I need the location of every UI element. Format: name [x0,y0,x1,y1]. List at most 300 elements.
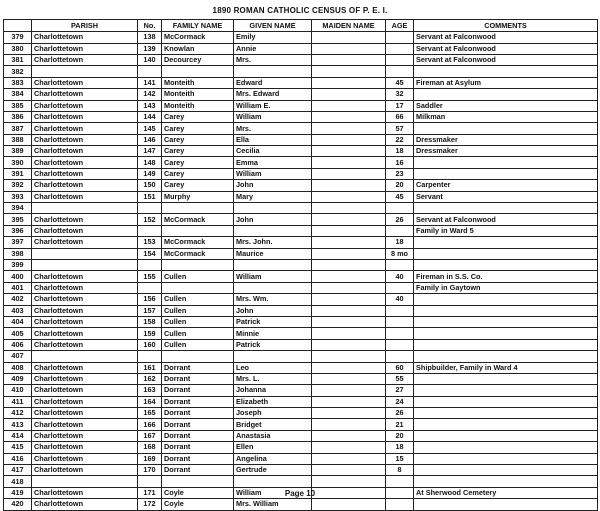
parish-cell: Charlottetown [32,373,138,384]
age-cell [386,43,414,54]
table-row [4,89,598,100]
family-name-cell: Dorrant [162,408,234,419]
family-name-cell: Coyle [162,499,234,510]
number-cell: 148 [138,157,162,168]
given-name-cell [234,225,312,236]
header-family-name: FAMILY NAME [162,20,234,32]
header-maiden-name: MAIDEN NAME [312,20,386,32]
family-name-cell [162,203,234,214]
row-number-cell: 417 [4,465,32,476]
row-number-cell: 380 [4,43,32,54]
row-number-cell: 399 [4,260,32,271]
age-cell [386,316,414,327]
family-name-cell: Cullen [162,271,234,282]
family-name-cell: Monteith [162,89,234,100]
number-cell: 162 [138,373,162,384]
given-name-cell: Elizabeth [234,396,312,407]
maiden-name-cell [312,271,386,282]
age-cell [386,54,414,65]
given-name-cell: Emma [234,157,312,168]
row-number-cell: 404 [4,316,32,327]
given-name-cell: Angelina [234,453,312,464]
comments-cell: At Sherwood Cemetery [414,487,598,498]
table-row [4,66,598,77]
comments-cell [414,260,598,271]
parish-cell: Charlottetown [32,77,138,88]
row-number-cell: 401 [4,282,32,293]
row-number-cell: 415 [4,442,32,453]
comments-cell: Saddler [414,100,598,111]
comments-cell [414,351,598,362]
age-cell: 26 [386,214,414,225]
table-row [4,362,598,373]
maiden-name-cell [312,123,386,134]
given-name-cell: William [234,271,312,282]
maiden-name-cell [312,100,386,111]
parish-cell: Charlottetown [32,408,138,419]
table-row [4,203,598,214]
family-name-cell [162,66,234,77]
age-cell: 57 [386,123,414,134]
table-row [4,54,598,65]
comments-cell [414,499,598,510]
given-name-cell: Ella [234,134,312,145]
parish-cell: Charlottetown [32,100,138,111]
table-row [4,465,598,476]
maiden-name-cell [312,43,386,54]
page-title: 1890 ROMAN CATHOLIC CENSUS OF P. E. I. [212,6,388,15]
age-cell [386,225,414,236]
parish-cell [32,248,138,259]
age-cell: 18 [386,237,414,248]
age-cell: 60 [386,362,414,373]
family-name-cell: Dorrant [162,442,234,453]
maiden-name-cell [312,168,386,179]
maiden-name-cell [312,191,386,202]
number-cell: 157 [138,305,162,316]
age-cell [386,476,414,487]
table-row [4,180,598,191]
row-number-cell: 392 [4,180,32,191]
age-cell: 20 [386,180,414,191]
number-cell: 159 [138,328,162,339]
number-cell: 172 [138,499,162,510]
given-name-cell: John [234,305,312,316]
given-name-cell: Leo [234,362,312,373]
age-cell: 20 [386,430,414,441]
age-cell: 17 [386,100,414,111]
given-name-cell: Annie [234,43,312,54]
family-name-cell: Carey [162,111,234,122]
family-name-cell: McCormack [162,237,234,248]
maiden-name-cell [312,419,386,430]
comments-cell [414,294,598,305]
table-row [4,111,598,122]
comments-cell [414,453,598,464]
comments-cell: Family in Gaytown [414,282,598,293]
parish-cell [32,260,138,271]
given-name-cell [234,203,312,214]
parish-cell: Charlottetown [32,305,138,316]
number-cell: 145 [138,123,162,134]
parish-cell: Charlottetown [32,123,138,134]
family-name-cell: Monteith [162,100,234,111]
table-row [4,146,598,157]
number-cell: 140 [138,54,162,65]
age-cell [386,339,414,350]
family-name-cell: Dorrant [162,362,234,373]
parish-cell: Charlottetown [32,54,138,65]
comments-cell: Servant at Falconwood [414,32,598,43]
number-cell [138,260,162,271]
age-cell [386,203,414,214]
comments-cell [414,408,598,419]
parish-cell: Charlottetown [32,362,138,373]
given-name-cell: Mrs. [234,54,312,65]
row-number-cell: 416 [4,453,32,464]
maiden-name-cell [312,396,386,407]
age-cell: 8 mo [386,248,414,259]
number-cell: 139 [138,43,162,54]
given-name-cell: Cecilia [234,146,312,157]
parish-cell: Charlottetown [32,32,138,43]
table-row [4,430,598,441]
table-row [4,225,598,236]
age-cell [386,499,414,510]
number-cell: 155 [138,271,162,282]
number-cell: 160 [138,339,162,350]
census-table-body [4,32,598,510]
comments-cell: Fireman in S.S. Co. [414,271,598,282]
row-number-cell: 396 [4,225,32,236]
table-row [4,32,598,43]
table-row [4,43,598,54]
family-name-cell: Dorrant [162,419,234,430]
parish-cell: Charlottetown [32,180,138,191]
given-name-cell [234,351,312,362]
table-row [4,100,598,111]
number-cell: 168 [138,442,162,453]
table-row [4,282,598,293]
row-number-cell: 400 [4,271,32,282]
row-number-cell: 397 [4,237,32,248]
age-cell: 15 [386,453,414,464]
given-name-cell: William [234,111,312,122]
number-cell: 147 [138,146,162,157]
family-name-cell: McCormack [162,214,234,225]
comments-cell [414,476,598,487]
number-cell: 164 [138,396,162,407]
family-name-cell: Decourcey [162,54,234,65]
row-number-cell: 394 [4,203,32,214]
given-name-cell: Mary [234,191,312,202]
maiden-name-cell [312,282,386,293]
comments-cell [414,442,598,453]
number-cell: 169 [138,453,162,464]
comments-cell [414,465,598,476]
family-name-cell: Cullen [162,316,234,327]
age-cell [386,351,414,362]
row-number-cell: 411 [4,396,32,407]
given-name-cell: Emily [234,32,312,43]
comments-cell [414,123,598,134]
maiden-name-cell [312,146,386,157]
number-cell [138,476,162,487]
comments-cell: Servant at Falconwood [414,43,598,54]
table-row [4,260,598,271]
comments-cell [414,328,598,339]
comments-cell [414,66,598,77]
comments-cell [414,396,598,407]
number-cell: 170 [138,465,162,476]
family-name-cell: Coyle [162,487,234,498]
given-name-cell: Mrs. William [234,499,312,510]
number-cell: 163 [138,385,162,396]
number-cell: 166 [138,419,162,430]
given-name-cell: Patrick [234,339,312,350]
maiden-name-cell [312,54,386,65]
maiden-name-cell [312,339,386,350]
number-cell: 154 [138,248,162,259]
age-cell: 21 [386,419,414,430]
family-name-cell: Dorrant [162,373,234,384]
age-cell: 16 [386,157,414,168]
table-row [4,351,598,362]
given-name-cell: Mrs. John. [234,237,312,248]
given-name-cell [234,476,312,487]
comments-cell [414,385,598,396]
row-number-cell: 388 [4,134,32,145]
given-name-cell: Edward [234,77,312,88]
header-given-name: GIVEN NAME [234,20,312,32]
maiden-name-cell [312,362,386,373]
age-cell [386,305,414,316]
row-number-cell: 403 [4,305,32,316]
parish-cell: Charlottetown [32,465,138,476]
age-cell: 26 [386,408,414,419]
given-name-cell: Anastasia [234,430,312,441]
table-row [4,237,598,248]
maiden-name-cell [312,351,386,362]
parish-cell: Charlottetown [32,328,138,339]
parish-cell [32,476,138,487]
age-cell: 18 [386,442,414,453]
table-row [4,419,598,430]
maiden-name-cell [312,499,386,510]
maiden-name-cell [312,430,386,441]
header-number: No. [138,20,162,32]
number-cell: 150 [138,180,162,191]
table-row [4,385,598,396]
age-cell [386,260,414,271]
parish-cell: Charlottetown [32,237,138,248]
family-name-cell: McCormack [162,32,234,43]
age-cell: 24 [386,396,414,407]
maiden-name-cell [312,453,386,464]
row-number-cell: 393 [4,191,32,202]
parish-cell: Charlottetown [32,134,138,145]
given-name-cell [234,282,312,293]
row-number-cell: 383 [4,77,32,88]
given-name-cell: John [234,214,312,225]
maiden-name-cell [312,66,386,77]
family-name-cell: Knowlan [162,43,234,54]
given-name-cell: William E. [234,100,312,111]
maiden-name-cell [312,180,386,191]
family-name-cell: Dorrant [162,430,234,441]
number-cell: 146 [138,134,162,145]
maiden-name-cell [312,328,386,339]
given-name-cell: Joseph [234,408,312,419]
number-cell: 167 [138,430,162,441]
number-cell: 144 [138,111,162,122]
given-name-cell: William [234,168,312,179]
parish-cell: Charlottetown [32,214,138,225]
row-number-cell: 420 [4,499,32,510]
family-name-cell [162,351,234,362]
comments-cell [414,168,598,179]
table-row [4,408,598,419]
family-name-cell: McCormack [162,248,234,259]
header-age: AGE [386,20,414,32]
maiden-name-cell [312,111,386,122]
comments-cell [414,157,598,168]
table-row [4,214,598,225]
maiden-name-cell [312,225,386,236]
parish-cell: Charlottetown [32,339,138,350]
comments-cell [414,430,598,441]
number-cell: 158 [138,316,162,327]
number-cell [138,66,162,77]
parish-cell: Charlottetown [32,89,138,100]
row-number-cell: 408 [4,362,32,373]
table-row [4,328,598,339]
row-number-cell: 391 [4,168,32,179]
number-cell: 152 [138,214,162,225]
given-name-cell: Minnie [234,328,312,339]
family-name-cell: Cullen [162,305,234,316]
comments-cell: Dressmaker [414,146,598,157]
maiden-name-cell [312,237,386,248]
comments-cell: Shipbuilder, Family in Ward 4 [414,362,598,373]
comments-cell: Carpenter [414,180,598,191]
maiden-name-cell [312,408,386,419]
parish-cell: Charlottetown [32,442,138,453]
number-cell: 171 [138,487,162,498]
age-cell: 27 [386,385,414,396]
comments-cell: Servant [414,191,598,202]
given-name-cell: Mrs. L. [234,373,312,384]
age-cell: 55 [386,373,414,384]
family-name-cell: Carey [162,157,234,168]
parish-cell: Charlottetown [32,419,138,430]
parish-cell: Charlottetown [32,282,138,293]
parish-cell: Charlottetown [32,316,138,327]
table-row [4,157,598,168]
age-cell: 23 [386,168,414,179]
number-cell [138,351,162,362]
family-name-cell: Carey [162,146,234,157]
row-number-cell: 385 [4,100,32,111]
parish-cell: Charlottetown [32,396,138,407]
maiden-name-cell [312,77,386,88]
header-comments: COMMENTS [414,20,598,32]
comments-cell: Milkman [414,111,598,122]
maiden-name-cell [312,385,386,396]
comments-cell: Servant at Falconwood [414,54,598,65]
table-row [4,271,598,282]
comments-cell: Servant at Falconwood [414,214,598,225]
parish-cell: Charlottetown [32,146,138,157]
family-name-cell [162,260,234,271]
table-row [4,339,598,350]
number-cell: 138 [138,32,162,43]
number-cell [138,282,162,293]
family-name-cell: Carey [162,134,234,145]
page-number: Page 10 [284,489,316,498]
table-row [4,134,598,145]
given-name-cell: Johanna [234,385,312,396]
family-name-cell: Dorrant [162,396,234,407]
given-name-cell: Bridget [234,419,312,430]
table-row [4,316,598,327]
given-name-cell [234,66,312,77]
parish-cell: Charlottetown [32,271,138,282]
parish-cell [32,351,138,362]
age-cell: 22 [386,134,414,145]
table-row [4,396,598,407]
row-number-cell: 382 [4,66,32,77]
age-cell: 40 [386,271,414,282]
table-row [4,476,598,487]
number-cell [138,225,162,236]
number-cell: 165 [138,408,162,419]
age-cell: 45 [386,77,414,88]
parish-cell: Charlottetown [32,168,138,179]
table-row [4,168,598,179]
table-row [4,453,598,464]
comments-cell [414,316,598,327]
row-number-cell: 410 [4,385,32,396]
number-cell: 142 [138,89,162,100]
family-name-cell: Carey [162,123,234,134]
table-row [4,373,598,384]
maiden-name-cell [312,294,386,305]
row-number-cell: 406 [4,339,32,350]
age-cell [386,66,414,77]
maiden-name-cell [312,203,386,214]
given-name-cell: Mrs. [234,123,312,134]
age-cell [386,282,414,293]
table-row [4,123,598,134]
row-number-cell: 419 [4,487,32,498]
row-number-cell: 381 [4,54,32,65]
row-number-cell: 418 [4,476,32,487]
row-number-cell: 409 [4,373,32,384]
family-name-cell: Murphy [162,191,234,202]
row-number-cell: 386 [4,111,32,122]
comments-cell [414,339,598,350]
maiden-name-cell [312,134,386,145]
header-parish: PARISH [32,20,138,32]
family-name-cell: Cullen [162,294,234,305]
number-cell: 156 [138,294,162,305]
family-name-cell: Dorrant [162,453,234,464]
given-name-cell: Maurice [234,248,312,259]
table-row [4,294,598,305]
age-cell: 18 [386,146,414,157]
age-cell: 66 [386,111,414,122]
